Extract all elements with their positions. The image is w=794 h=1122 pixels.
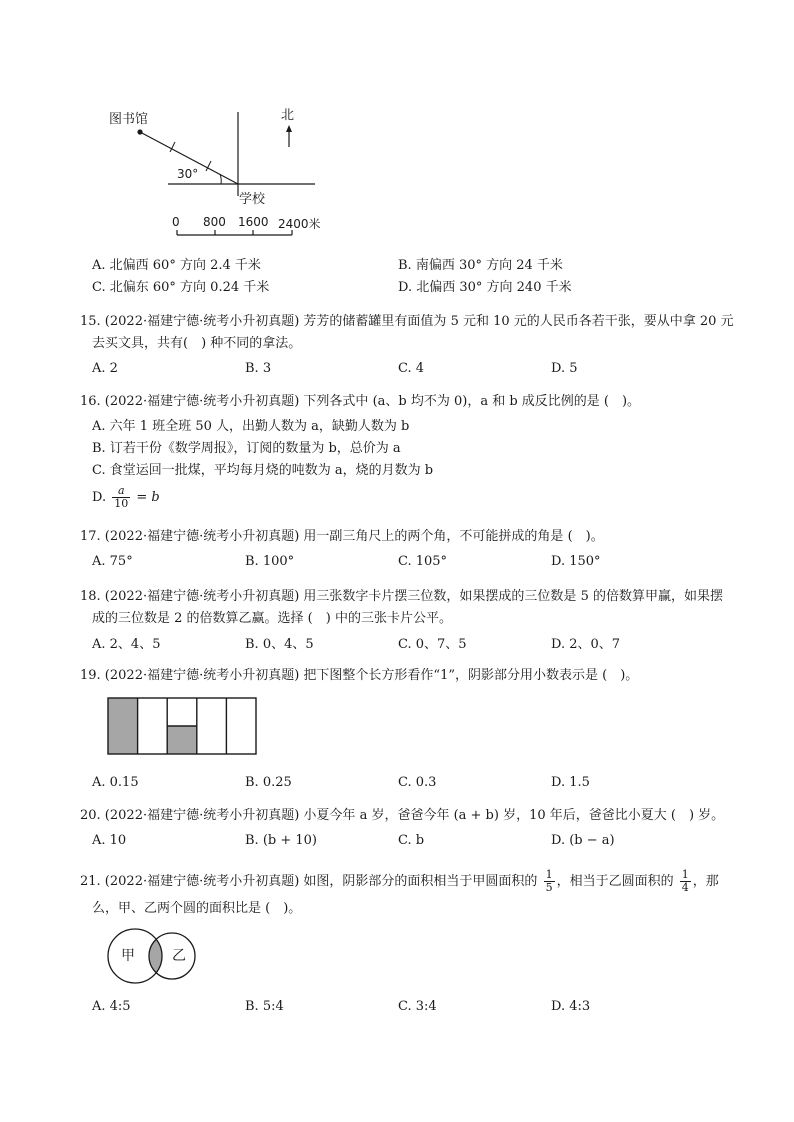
q15-text-line1: 15. (2022·福建宁德·统考小升初真题) 芳芳的储蓄罐里有面值为 5 元和 10 元的人民币各若干张，要从中拿 20 元 xyxy=(80,314,734,329)
q17-option-a[interactable]: A. 75° xyxy=(92,554,133,569)
q20-text: 20. (2022·福建宁德·统考小升初真题) 小夏今年 a 岁，爸爸今年 (a + b) 岁，10 年后，爸爸比小夏大 ( ) 岁。 xyxy=(80,808,725,823)
angle-label: 30° xyxy=(177,167,199,181)
q20-option-b[interactable]: B. (b + 10) xyxy=(245,833,317,848)
q19-option-d[interactable]: D. 1.5 xyxy=(551,775,590,790)
q16-option-b[interactable]: B. 订若干份《数学周报》，订阅的数量为 b，总价为 a xyxy=(92,441,401,456)
q14-option-d[interactable]: D. 北偏西 30° 方向 240 千米 xyxy=(398,280,572,295)
q16-option-d-rest: = b xyxy=(136,490,160,505)
q17-option-b[interactable]: B. 100° xyxy=(245,554,295,569)
fraction-denominator: 10 xyxy=(114,497,129,510)
q18-option-d[interactable]: D. 2、0、7 xyxy=(551,637,621,652)
q18-option-c[interactable]: C. 0、7、5 xyxy=(398,637,467,652)
q18-option-b[interactable]: B. 0、4、5 xyxy=(245,637,314,652)
q21-option-d[interactable]: D. 4:3 xyxy=(551,999,591,1014)
q15-option-d[interactable]: D. 5 xyxy=(551,361,578,376)
circle-jia-label: 甲 xyxy=(121,948,135,964)
q17-option-c[interactable]: C. 105° xyxy=(398,554,448,569)
q19-text: 19. (2022·福建宁德·统考小升初真题) 把下图整个长方形看作“1”，阴影部分用小数表示是 ( )。 xyxy=(80,668,639,683)
q14-option-a[interactable]: A. 北偏西 60° 方向 2.4 千米 xyxy=(92,258,261,273)
q18-text-line1: 18. (2022·福建宁德·统考小升初真题) 用三张数字卡片摆三位数，如果摆成的三位数是 5 的倍数算甲赢，如果摆 xyxy=(80,589,723,604)
q15-option-b[interactable]: B. 3 xyxy=(245,361,272,376)
venn-circles-diagram xyxy=(104,924,204,988)
circle-yi-label: 乙 xyxy=(172,948,186,964)
q21-text-part3: ，那 xyxy=(692,874,719,889)
q16-option-d[interactable] xyxy=(92,484,160,512)
q17-text: 17. (2022·福建宁德·统考小升初真题) 用一副三角尺上的两个角，不可能拼成的角是 ( )。 xyxy=(80,529,604,544)
q16-option-d-label: D. xyxy=(92,490,107,505)
q21-text-line2: 么，甲、乙两个圆的面积比是 ( )。 xyxy=(92,901,302,916)
q21-option-b[interactable]: B. 5:4 xyxy=(245,999,284,1014)
fraction-numerator: 1 xyxy=(545,868,553,881)
q21-text-part1: 21. (2022·福建宁德·统考小升初真题) 如图，阴影部分的面积相当于甲圆面积的 xyxy=(80,874,538,889)
q15-text-line2: 去买文具，共有( ) 种不同的拿法。 xyxy=(92,336,302,351)
scale-label-1600: 1600 xyxy=(238,215,269,229)
q21-text-line1 xyxy=(80,868,730,896)
north-label: 北 xyxy=(281,108,295,123)
q21-text-part2: ，相当于乙圆面积的 xyxy=(556,874,674,889)
school-label: 学校 xyxy=(239,192,266,207)
scale-label-0: 0 xyxy=(172,215,180,229)
q19-option-c[interactable]: C. 0.3 xyxy=(398,775,437,790)
library-label: 图书馆 xyxy=(109,112,149,127)
shaded-column xyxy=(108,698,138,754)
fraction-numerator: a xyxy=(112,485,130,498)
q14-option-b[interactable]: B. 南偏西 30° 方向 24 千米 xyxy=(398,258,563,273)
q21-option-c[interactable]: C. 3:4 xyxy=(398,999,437,1014)
q20-option-d[interactable]: D. (b − a) xyxy=(551,833,615,848)
q15-option-a[interactable]: A. 2 xyxy=(92,361,118,376)
fraction-numerator: 1 xyxy=(681,868,689,881)
q19-option-b[interactable]: B. 0.25 xyxy=(245,775,292,790)
rectangle-diagram xyxy=(106,696,258,756)
q18-option-a[interactable]: A. 2、4、5 xyxy=(92,637,161,652)
q14-option-c[interactable]: C. 北偏东 60° 方向 0.24 千米 xyxy=(92,280,270,295)
q15-option-c[interactable]: C. 4 xyxy=(398,361,425,376)
q16-option-d-fraction xyxy=(112,485,130,510)
q20-option-a[interactable]: A. 10 xyxy=(92,833,127,848)
q21-fraction-1-5 xyxy=(544,869,555,894)
fraction-denominator: 5 xyxy=(545,881,553,894)
q17-option-d[interactable]: D. 150° xyxy=(551,554,601,569)
fraction-denominator: 4 xyxy=(681,881,689,894)
q21-fraction-1-4 xyxy=(680,869,691,894)
shaded-half-cell xyxy=(167,726,197,754)
q20-option-c[interactable]: C. b xyxy=(398,833,425,848)
q16-option-a[interactable]: A. 六年 1 班全班 50 人，出勤人数为 a，缺勤人数为 b xyxy=(92,419,410,434)
north-arrow-icon xyxy=(286,125,292,132)
scale-label-800: 800 xyxy=(203,215,226,229)
scale-label-2400: 2400米 xyxy=(278,217,321,231)
q16-option-c[interactable]: C. 食堂运回一批煤，平均每月烧的吨数为 a，烧的月数为 b xyxy=(92,463,434,478)
q16-text: 16. (2022·福建宁德·统考小升初真题) 下列各式中 (a、b 均不为 0)，a 和 b 成反比例的是 ( )。 xyxy=(80,394,641,409)
q18-text-line2: 成的三位数是 2 的倍数算乙赢。选择 ( ) 中的三张卡片公平。 xyxy=(92,611,452,626)
q19-option-a[interactable]: A. 0.15 xyxy=(92,775,139,790)
q21-option-a[interactable]: A. 4:5 xyxy=(92,999,131,1014)
library-point xyxy=(137,129,142,134)
